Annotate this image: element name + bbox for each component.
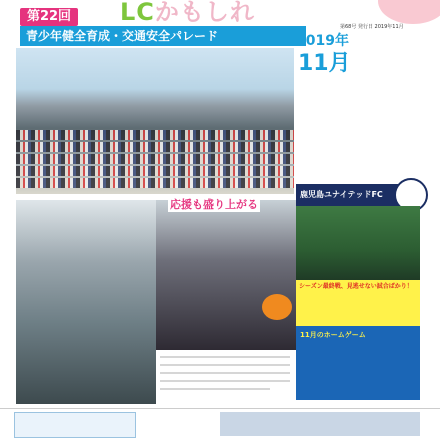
newsletter-logo: LCかもしれ bbox=[120, 0, 255, 26]
issue-month: 11月 bbox=[298, 51, 351, 76]
crowd-row bbox=[16, 130, 294, 140]
feature-title: 青少年健全育成・交通安全パレード bbox=[20, 26, 306, 46]
crowd-row bbox=[16, 142, 294, 152]
photo-caption: 応援も盛り上がる bbox=[170, 198, 258, 211]
crowd-row bbox=[16, 154, 294, 164]
soccer-highlight-text: シーズン最終戦、見逃せない試合ばかり！ bbox=[299, 283, 413, 290]
article-text bbox=[156, 350, 296, 404]
footer-ad-left bbox=[14, 412, 136, 438]
soccer-match-photo bbox=[296, 206, 420, 280]
parade-march-photo bbox=[16, 200, 156, 404]
issue-badge: 第22回 bbox=[20, 8, 78, 26]
crowd-row bbox=[16, 166, 294, 176]
halloween-photo bbox=[156, 200, 296, 350]
footer-ad-right bbox=[220, 412, 420, 436]
soccer-schedule-panel bbox=[296, 326, 420, 400]
crowd-row bbox=[16, 178, 294, 188]
issue-info: 第68号 発行日 2019年11月 bbox=[340, 24, 404, 30]
group-photo bbox=[16, 48, 294, 194]
soccer-highlight-box bbox=[296, 280, 420, 326]
soccer-section-header: 鹿児島ユナイテッドFC bbox=[296, 184, 422, 206]
soccer-schedule-line: 11月のホームゲーム bbox=[300, 331, 366, 339]
issue-year: 2019年 bbox=[296, 33, 349, 49]
pumpkin-icon bbox=[262, 294, 292, 320]
